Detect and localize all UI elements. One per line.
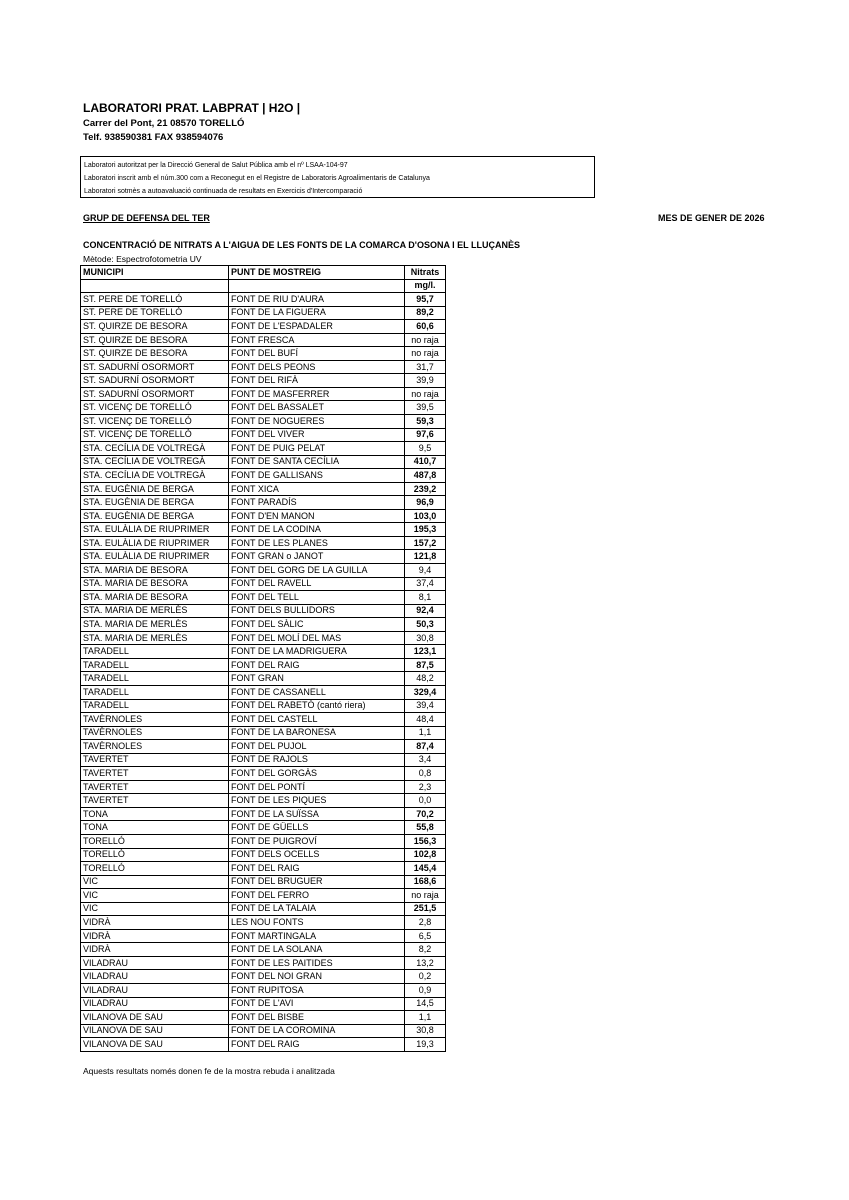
municipi-cell: TORELLÓ xyxy=(81,834,229,848)
nitrate-value-cell: 9,4 xyxy=(405,564,446,578)
table-row xyxy=(81,482,446,496)
table-row xyxy=(81,591,446,605)
municipi-cell: TORELLÓ xyxy=(81,848,229,862)
municipi-cell: ST. QUIRZE DE BESORA xyxy=(81,333,229,347)
sampling-point-cell: FONT DE RIU D'AURA xyxy=(229,293,405,307)
municipi-cell: VIDRÀ xyxy=(81,943,229,957)
nitrate-value-cell: 30,8 xyxy=(405,631,446,645)
table-row xyxy=(81,536,446,550)
municipi-cell: STA. CECÍLIA DE VOLTREGÀ xyxy=(81,442,229,456)
table-row xyxy=(81,834,446,848)
table-row xyxy=(81,740,446,754)
nitrate-value-cell: 157,2 xyxy=(405,536,446,550)
sampling-point-cell: FONT DE LES PIQUES xyxy=(229,794,405,808)
sampling-point-cell: FONT DE NOGUERES xyxy=(229,415,405,429)
nitrate-value-cell: 95,7 xyxy=(405,293,446,307)
nitrate-value-cell: 48,4 xyxy=(405,713,446,727)
table-row xyxy=(81,713,446,727)
table-row xyxy=(81,821,446,835)
municipi-cell: STA. EULÀLIA DE RIUPRIMER xyxy=(81,536,229,550)
sampling-point-cell: FONT DEL RAIG xyxy=(229,1038,405,1052)
nitrate-value-cell: 87,5 xyxy=(405,658,446,672)
sampling-point-cell: FONT DEL GORG DE LA GUILLA xyxy=(229,564,405,578)
nitrate-results-table xyxy=(80,265,446,1052)
table-row xyxy=(81,902,446,916)
table-row xyxy=(81,333,446,347)
nitrate-value-cell: 48,2 xyxy=(405,672,446,686)
sampling-point-cell: FONT DEL BRUGUER xyxy=(229,875,405,889)
table-row xyxy=(81,374,446,388)
nitrate-value-cell: 0,8 xyxy=(405,767,446,781)
nitrate-value-cell: 102,8 xyxy=(405,848,446,862)
nitrate-value-cell: 96,9 xyxy=(405,496,446,510)
nitrate-value-cell: 0,2 xyxy=(405,970,446,984)
table-row xyxy=(81,645,446,659)
table-row xyxy=(81,889,446,903)
nitrate-value-cell: 60,6 xyxy=(405,320,446,334)
sampling-point-cell: FONT DEL RAIG xyxy=(229,862,405,876)
nitrate-value-cell: 3,4 xyxy=(405,753,446,767)
nitrate-value-cell: 39,9 xyxy=(405,374,446,388)
table-row xyxy=(81,631,446,645)
accreditation-line: Laboratori inscrit amb el núm.300 com a Reconegut en el Registre de Laboratoris Agroalimentaris de Catalunya xyxy=(84,175,430,182)
table-row xyxy=(81,726,446,740)
table-row xyxy=(81,807,446,821)
sampling-point-cell: FONT DE LA SOLANA xyxy=(229,943,405,957)
municipi-cell: STA. EUGÈNIA DE BERGA xyxy=(81,509,229,523)
municipi-cell: TORELLÓ xyxy=(81,862,229,876)
sampling-point-cell: FONT DE LA FIGUERA xyxy=(229,306,405,320)
table-row xyxy=(81,604,446,618)
municipi-cell: STA. CECÍLIA DE VOLTREGÀ xyxy=(81,455,229,469)
municipi-cell: TAVERTET xyxy=(81,794,229,808)
municipi-cell: VIC xyxy=(81,875,229,889)
header-blank-cell xyxy=(81,279,229,293)
municipi-cell: TAVERTET xyxy=(81,780,229,794)
municipi-cell: ST. SADURNÍ OSORMORT xyxy=(81,360,229,374)
nitrate-value-cell: 195,3 xyxy=(405,523,446,537)
sampling-point-cell: FONT DE CASSANELL xyxy=(229,685,405,699)
method-line: Mètode: Espectrofotometria UV xyxy=(83,254,202,264)
accreditation-line: Laboratori sotmès a autoavaluació continuada de resultats en Exercicis d'Intercomparació xyxy=(84,188,363,195)
municipi-cell: ST. VICENÇ DE TORELLÓ xyxy=(81,401,229,415)
table-row xyxy=(81,848,446,862)
municipi-cell: TAVÈRNOLES xyxy=(81,740,229,754)
nitrate-value-cell: 251,5 xyxy=(405,902,446,916)
sampling-point-cell: FONT DE GALLISANS xyxy=(229,469,405,483)
nitrate-value-cell: 59,3 xyxy=(405,415,446,429)
table-row xyxy=(81,1024,446,1038)
table-row xyxy=(81,658,446,672)
nitrate-value-cell: 6,5 xyxy=(405,929,446,943)
municipi-cell: VILADRAU xyxy=(81,983,229,997)
sampling-point-cell: FONT DE LA TALAIA xyxy=(229,902,405,916)
nitrate-value-cell: no raja xyxy=(405,333,446,347)
nitrate-value-cell: 97,6 xyxy=(405,428,446,442)
sampling-point-cell: FONT DE SANTA CECÍLIA xyxy=(229,455,405,469)
nitrate-value-cell: 37,4 xyxy=(405,577,446,591)
municipi-cell: TAVÈRNOLES xyxy=(81,726,229,740)
table-row xyxy=(81,428,446,442)
table-row xyxy=(81,469,446,483)
sampling-point-cell: FONT DEL RIFÀ xyxy=(229,374,405,388)
sampling-point-cell: FONT DEL PONTÍ xyxy=(229,780,405,794)
nitrate-value-cell: 13,2 xyxy=(405,956,446,970)
table-row xyxy=(81,496,446,510)
nitrate-value-cell: 487,8 xyxy=(405,469,446,483)
sampling-point-cell: LES NOU FONTS xyxy=(229,916,405,930)
municipi-cell: ST. SADURNÍ OSORMORT xyxy=(81,387,229,401)
nitrate-value-cell: 39,5 xyxy=(405,401,446,415)
municipi-cell: ST. QUIRZE DE BESORA xyxy=(81,320,229,334)
sampling-point-cell: FONT DEL GORGÀS xyxy=(229,767,405,781)
municipi-cell: STA. CECÍLIA DE VOLTREGÀ xyxy=(81,469,229,483)
sampling-point-cell: FONT DE LES PLANES xyxy=(229,536,405,550)
municipi-cell: STA. MARIA DE BESORA xyxy=(81,591,229,605)
municipi-cell: VIDRÀ xyxy=(81,929,229,943)
sampling-point-cell: FONT DEL BASSALET xyxy=(229,401,405,415)
municipi-cell: ST. VICENÇ DE TORELLÓ xyxy=(81,428,229,442)
sampling-point-cell: FONT DEL RAIG xyxy=(229,658,405,672)
municipi-cell: TARADELL xyxy=(81,685,229,699)
accreditation-line: Laboratori autoritzat per la Direcció General de Salut Pública amb el nº LSAA-104-97 xyxy=(84,162,348,169)
sampling-point-cell: FONT DE GÜELLS xyxy=(229,821,405,835)
municipi-cell: TAVERTET xyxy=(81,767,229,781)
municipi-cell: STA. MARIA DE MERLÈS xyxy=(81,631,229,645)
municipi-cell: ST. VICENÇ DE TORELLÓ xyxy=(81,415,229,429)
nitrate-value-cell: 89,2 xyxy=(405,306,446,320)
sampling-point-cell: FONT D'EN MANON xyxy=(229,509,405,523)
header-municipi: MUNICIPI xyxy=(81,266,229,280)
disclaimer-footer: Aquests resultats només donen fe de la mostra rebuda i analitzada xyxy=(83,1066,335,1076)
nitrate-value-cell: 50,3 xyxy=(405,618,446,632)
lab-phone: Telf. 938590381 FAX 938594076 xyxy=(83,132,224,143)
sampling-point-cell: FONT DEL NOI GRAN xyxy=(229,970,405,984)
nitrate-value-cell: 121,8 xyxy=(405,550,446,564)
municipi-cell: ST. PERE DE TORELLÓ xyxy=(81,293,229,307)
nitrate-value-cell: 92,4 xyxy=(405,604,446,618)
table-row xyxy=(81,672,446,686)
municipi-cell: STA. MARIA DE MERLÈS xyxy=(81,618,229,632)
sampling-point-cell: FONT DEL TELL xyxy=(229,591,405,605)
sampling-point-cell: FONT DE MASFERRER xyxy=(229,387,405,401)
nitrate-value-cell: 145,4 xyxy=(405,862,446,876)
nitrate-value-cell: 8,1 xyxy=(405,591,446,605)
sampling-point-cell: FONT DEL RABETÓ (cantó riera) xyxy=(229,699,405,713)
table-row xyxy=(81,347,446,361)
nitrate-value-cell: 39,4 xyxy=(405,699,446,713)
sampling-point-cell: FONT DE LA SUÏSSA xyxy=(229,807,405,821)
header-unit: mg/l. xyxy=(405,279,446,293)
sampling-point-cell: FONT DEL VIVER xyxy=(229,428,405,442)
municipi-cell: TONA xyxy=(81,821,229,835)
table-row xyxy=(81,780,446,794)
nitrate-value-cell: 329,4 xyxy=(405,685,446,699)
sampling-point-cell: FONT DEL BUFÍ xyxy=(229,347,405,361)
municipi-cell: ST. PERE DE TORELLÓ xyxy=(81,306,229,320)
table-row xyxy=(81,401,446,415)
municipi-cell: TARADELL xyxy=(81,645,229,659)
table-row xyxy=(81,550,446,564)
nitrate-value-cell: 410,7 xyxy=(405,455,446,469)
table-row xyxy=(81,943,446,957)
nitrate-value-cell: 1,1 xyxy=(405,1011,446,1025)
municipi-cell: TONA xyxy=(81,807,229,821)
table-row xyxy=(81,387,446,401)
sampling-point-cell: FONT RUPITOSA xyxy=(229,983,405,997)
nitrate-value-cell: 156,3 xyxy=(405,834,446,848)
municipi-cell: STA. EULÀLIA DE RIUPRIMER xyxy=(81,523,229,537)
lab-name: LABORATORI PRAT. LABPRAT | H2O | xyxy=(83,101,301,115)
sampling-point-cell: FONT DE LA COROMINA xyxy=(229,1024,405,1038)
sampling-point-cell: FONT MARTINGALA xyxy=(229,929,405,943)
sampling-point-cell: FONT DELS BULLIDORS xyxy=(229,604,405,618)
sampling-point-cell: FONT DE L'ESPADALER xyxy=(229,320,405,334)
municipi-cell: VIC xyxy=(81,902,229,916)
lab-address: Carrer del Pont, 21 08570 TORELLÓ xyxy=(83,118,245,129)
sampling-point-cell: FONT XICA xyxy=(229,482,405,496)
nitrate-value-cell: 87,4 xyxy=(405,740,446,754)
table-row xyxy=(81,753,446,767)
table-row xyxy=(81,929,446,943)
nitrate-value-cell: 1,1 xyxy=(405,726,446,740)
sampling-point-cell: FONT DEL CASTELL xyxy=(229,713,405,727)
municipi-cell: STA. MARIA DE MERLÈS xyxy=(81,604,229,618)
municipi-cell: STA. MARIA DE BESORA xyxy=(81,577,229,591)
sampling-point-cell: FONT DE RAJOLS xyxy=(229,753,405,767)
municipi-cell: VILANOVA DE SAU xyxy=(81,1024,229,1038)
municipi-cell: VILADRAU xyxy=(81,956,229,970)
table-row xyxy=(81,415,446,429)
nitrate-value-cell: 70,2 xyxy=(405,807,446,821)
sampling-point-cell: FONT DEL BISBE xyxy=(229,1011,405,1025)
sampling-point-cell: FONT DELS OCELLS xyxy=(229,848,405,862)
municipi-cell: STA. EULÀLIA DE RIUPRIMER xyxy=(81,550,229,564)
header-punt: PUNT DE MOSTREIG xyxy=(229,266,405,280)
municipi-cell: VILADRAU xyxy=(81,970,229,984)
table-row xyxy=(81,767,446,781)
report-title: CONCENTRACIÓ DE NITRATS A L'AIGUA DE LES FONTS DE LA COMARCA D'OSONA I EL LLUÇANÈS xyxy=(83,240,520,250)
nitrate-value-cell: 103,0 xyxy=(405,509,446,523)
municipi-cell: ST. QUIRZE DE BESORA xyxy=(81,347,229,361)
nitrate-value-cell: 239,2 xyxy=(405,482,446,496)
sampling-point-cell: FONT DEL MOLÍ DEL MAS xyxy=(229,631,405,645)
sampling-point-cell: FONT DE L'AVI xyxy=(229,997,405,1011)
table-row xyxy=(81,699,446,713)
nitrate-value-cell: 0,9 xyxy=(405,983,446,997)
sampling-point-cell: FONT DE LA MADRIGUERA xyxy=(229,645,405,659)
table-row xyxy=(81,956,446,970)
table-row xyxy=(81,523,446,537)
table-row xyxy=(81,1011,446,1025)
sampling-point-cell: FONT DEL SÀLIC xyxy=(229,618,405,632)
nitrate-value-cell: no raja xyxy=(405,889,446,903)
municipi-cell: TARADELL xyxy=(81,699,229,713)
table-row xyxy=(81,306,446,320)
sampling-point-cell: FONT DE LA CODINA xyxy=(229,523,405,537)
nitrate-value-cell: 168,6 xyxy=(405,875,446,889)
sampling-point-cell: FONT PARADÍS xyxy=(229,496,405,510)
sampling-point-cell: FONT DE LES PAITIDES xyxy=(229,956,405,970)
table-row xyxy=(81,1038,446,1052)
table-row xyxy=(81,442,446,456)
nitrate-value-cell: 2,3 xyxy=(405,780,446,794)
sampling-point-cell: FONT DE LA BARONESA xyxy=(229,726,405,740)
municipi-cell: VIDRÀ xyxy=(81,916,229,930)
nitrate-value-cell: 9,5 xyxy=(405,442,446,456)
sampling-point-cell: FONT DEL FERRO xyxy=(229,889,405,903)
table-unit-row xyxy=(81,279,446,293)
sampling-point-cell: FONT GRAN o JANOT xyxy=(229,550,405,564)
municipi-cell: VILADRAU xyxy=(81,997,229,1011)
header-nitrats: Nitrats xyxy=(405,266,446,280)
header-blank-cell xyxy=(229,279,405,293)
nitrate-value-cell: 19,3 xyxy=(405,1038,446,1052)
table-row xyxy=(81,618,446,632)
nitrate-value-cell: 8,2 xyxy=(405,943,446,957)
nitrate-value-cell: 123,1 xyxy=(405,645,446,659)
sampling-point-cell: FONT DEL PUJOL xyxy=(229,740,405,754)
report-period: MES DE GENER DE 2026 xyxy=(658,213,765,223)
municipi-cell: ST. SADURNÍ OSORMORT xyxy=(81,374,229,388)
nitrate-value-cell: 30,8 xyxy=(405,1024,446,1038)
table-row xyxy=(81,685,446,699)
municipi-cell: VILANOVA DE SAU xyxy=(81,1038,229,1052)
table-row xyxy=(81,794,446,808)
nitrate-value-cell: no raja xyxy=(405,347,446,361)
municipi-cell: TARADELL xyxy=(81,658,229,672)
table-row xyxy=(81,455,446,469)
table-row xyxy=(81,875,446,889)
sampling-point-cell: FONT DELS PEONS xyxy=(229,360,405,374)
sampling-point-cell: FONT DE PUIGROVÍ xyxy=(229,834,405,848)
sampling-point-cell: FONT DE PUIG PELAT xyxy=(229,442,405,456)
nitrate-value-cell: 14,5 xyxy=(405,997,446,1011)
sampling-point-cell: FONT GRAN xyxy=(229,672,405,686)
nitrate-value-cell: 0,0 xyxy=(405,794,446,808)
accreditation-box xyxy=(80,156,595,198)
table-row xyxy=(81,509,446,523)
municipi-cell: VIC xyxy=(81,889,229,903)
table-row xyxy=(81,360,446,374)
municipi-cell: STA. EUGÈNIA DE BERGA xyxy=(81,482,229,496)
municipi-cell: STA. EUGÈNIA DE BERGA xyxy=(81,496,229,510)
nitrate-value-cell: 31,7 xyxy=(405,360,446,374)
table-row xyxy=(81,564,446,578)
table-row xyxy=(81,997,446,1011)
table-row xyxy=(81,970,446,984)
table-row xyxy=(81,320,446,334)
table-row xyxy=(81,983,446,997)
nitrate-value-cell: 55,8 xyxy=(405,821,446,835)
nitrate-value-cell: 2,8 xyxy=(405,916,446,930)
client-name: GRUP DE DEFENSA DEL TER xyxy=(83,213,210,223)
table-header-row xyxy=(81,266,446,280)
table-row xyxy=(81,916,446,930)
municipi-cell: TAVÈRNOLES xyxy=(81,713,229,727)
municipi-cell: TAVERTET xyxy=(81,753,229,767)
sampling-point-cell: FONT DEL RAVELL xyxy=(229,577,405,591)
table-row xyxy=(81,577,446,591)
municipi-cell: STA. MARIA DE BESORA xyxy=(81,564,229,578)
municipi-cell: VILANOVA DE SAU xyxy=(81,1011,229,1025)
table-row xyxy=(81,862,446,876)
table-row xyxy=(81,293,446,307)
nitrate-value-cell: no raja xyxy=(405,387,446,401)
sampling-point-cell: FONT FRESCA xyxy=(229,333,405,347)
municipi-cell: TARADELL xyxy=(81,672,229,686)
